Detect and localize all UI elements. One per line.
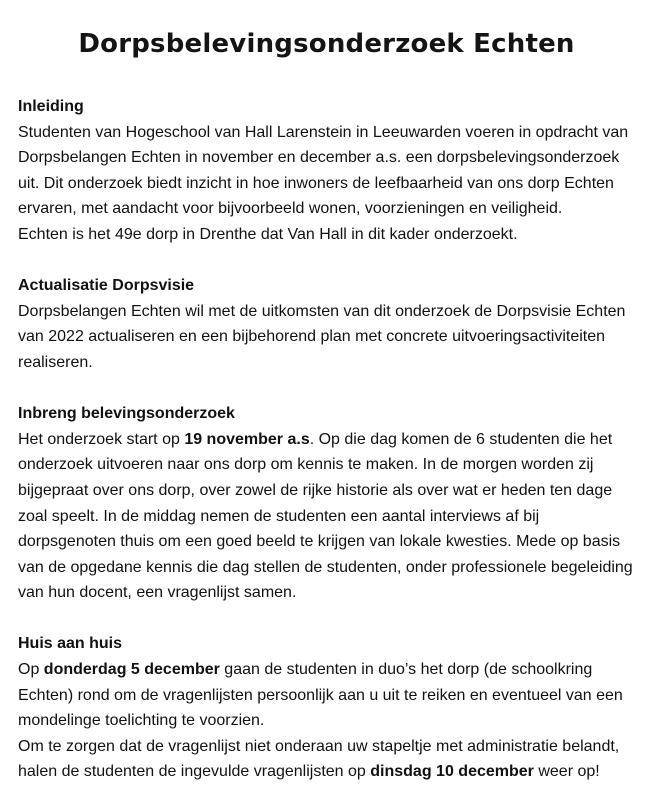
page-title: Dorpsbelevingsonderzoek Echten — [78, 29, 575, 59]
paragraph — [18, 657, 635, 734]
section-heading: Inbreng belevingsonderzoek — [18, 405, 235, 423]
text-run: . Op die dag komen de 6 studenten die het onderzoek uitvoeren naar ons dorp om kennis te maken. In de morgen worden zij bijgepraat over ons dorp, over zowel de rijke historie als over wat er heden ten dage zoal speelt. In de middag nemen de studenten een aantal interviews af bij dorpsgenoten thuis om een goed beeld te krijgen van lokale kwesties. Mede op basis van de opgedane kennis die dag stellen de studenten, onder professionele begeleiding van hun docent, een vragenlijst samen. — [18, 430, 633, 602]
text-run: gaan de studenten in duo’s het dorp (de schoolkring Echten) rond om de vragenlijsten persoonlijk aan u uit te reiken en eventueel van een mondelinge toelichting te voorzien. — [18, 661, 623, 730]
text-run: Op — [18, 661, 44, 679]
section-huis-aan-huis — [18, 631, 635, 785]
section-inleiding — [18, 94, 635, 248]
section-spacer — [18, 376, 635, 402]
section-actualisatie-dorpsvisie — [18, 273, 635, 375]
section-heading: Inleiding — [18, 98, 84, 115]
paragraph — [18, 427, 635, 606]
text-run: Om te zorgen dat de vragenlijst niet onderaan uw stapeltje met administratie belandt, halen de studenten de ingevulde vragenlijsten op — [18, 737, 620, 781]
section-heading: Actualisatie Dorpsvisie — [18, 277, 195, 295]
section-spacer — [18, 606, 635, 632]
distribution-date-highlight: donderdag 5 december — [43, 661, 220, 679]
text-run: Het onderzoek start op — [18, 430, 185, 448]
section-spacer — [18, 248, 635, 274]
text-run: weer op! — [533, 763, 600, 781]
paragraph: Studenten van Hogeschool van Hall Larenstein in Leeuwarden voeren in opdracht van Dorpsbelangen Echten in november en december a.s. een dorpsbelevingsonderzoek uit. Dit onderzoek biedt inzicht in hoe inwoners de leefbaarheid van ons dorp Echten ervaren, met aandacht voor bijvoorbeeld wonen, voorzieningen en veiligheid. — [18, 123, 629, 218]
start-date-highlight: 19 november a.s — [184, 430, 310, 448]
section-heading: Huis aan huis — [18, 635, 123, 653]
paragraph: Echten is het 49e dorp in Drenthe dat Van Hall in dit kader onderzoekt. — [18, 225, 518, 243]
paragraph — [18, 734, 635, 785]
pickup-date-highlight: dinsdag 10 december — [370, 763, 534, 781]
section-inbreng-belevingsonderzoek — [18, 401, 635, 606]
paragraph: Dorpsbelangen Echten wil met de uitkomsten van dit onderzoek de Dorpsvisie Echten van 2022 actualiseren en een bijbehorend plan met concrete uitvoeringsactiviteiten realiseren. — [18, 302, 626, 371]
